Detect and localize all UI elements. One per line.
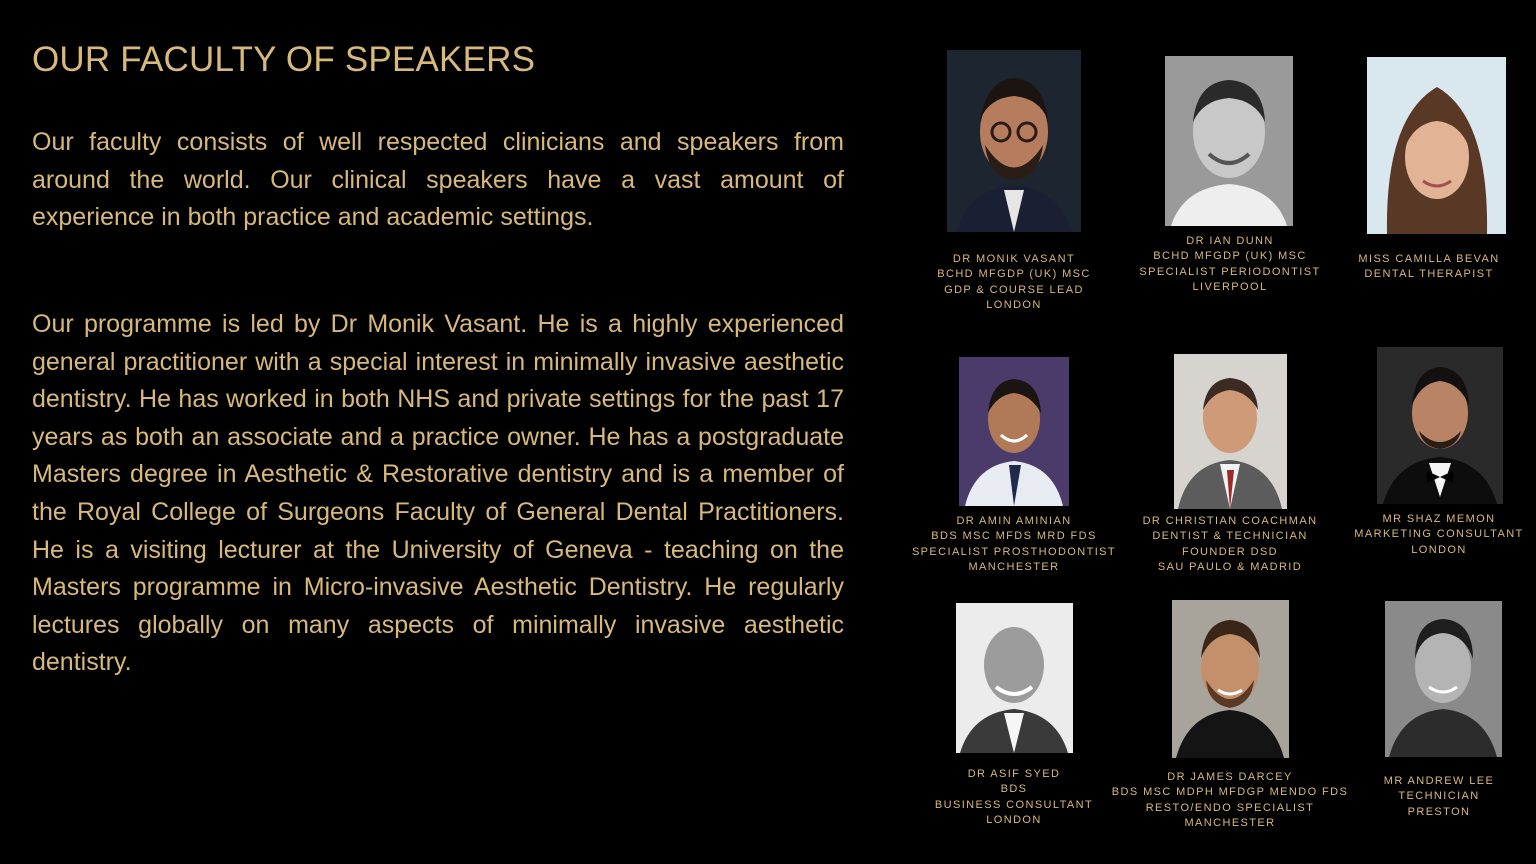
speaker-photo-james-darcey: [1172, 600, 1289, 758]
speaker-caption: DR ASIF SYED BDS BUSINESS CONSULTANT LONDON: [934, 768, 1094, 827]
speaker-caption: DR IAN DUNN BCHD MFGDP (UK) MSC SPECIALIST PERIODONTIST LIVERPOOL: [1139, 235, 1321, 294]
speaker-photo-christian-coachman: [1174, 354, 1287, 509]
speaker-photo-shaz-memon: [1377, 347, 1503, 504]
page-title: OUR FACULTY OF SPEAKERS: [32, 40, 536, 79]
speaker-photo-asif-syed: [956, 603, 1073, 753]
speaker-caption: MR SHAZ MEMON MARKETING CONSULTANT LONDON: [1354, 513, 1524, 556]
speaker-photo-monik-vasant: [947, 50, 1081, 232]
speaker-photo-amin-aminian: [959, 357, 1069, 506]
speaker-caption: DR CHRISTIAN COACHMAN DENTIST & TECHNICIAN FOUNDER DSD SAU PAULO & MADRID: [1142, 515, 1318, 574]
programme-lead-paragraph: Our programme is led by Dr Monik Vasant. He is a highly experienced general practitioner with a special interest in minimally invasive aesthetic dentistry. He has worked in both NHS and private settings for the past 17 years as both an associate and a practice owner. He has a postgraduate Masters degree in Aesthetic & Restorative dentistry and is a member of the Royal College of Surgeons Faculty of General Dental Practitioners. He is a visiting lecturer at the University of Geneva - teaching on the Masters programme in Micro-invasive Aesthetic Dentistry. He regularly lectures globally on many aspects of minimally invasive aesthetic dentistry.: [32, 310, 844, 677]
speaker-photo-camilla-bevan: [1367, 57, 1506, 234]
speaker-caption: MR ANDREW LEE TECHNICIAN PRESTON: [1383, 775, 1495, 818]
speaker-caption: DR MONIK VASANT BCHD MFGDP (UK) MSC GDP & COURSE LEAD LONDON: [937, 253, 1091, 312]
speaker-caption: DR JAMES DARCEY BDS MSC MDPH MFDGP MENDO FDS RESTO/ENDO SPECIALIST MANCHESTER: [1111, 771, 1349, 830]
speaker-caption: DR AMIN AMINIAN BDS MSC MFDS MRD FDS SPECIALIST PROSTHODONTIST MANCHESTER: [911, 515, 1117, 574]
speaker-photo-andrew-lee: [1385, 601, 1502, 757]
speaker-photo-ian-dunn: [1165, 56, 1293, 226]
speaker-caption: MISS CAMILLA BEVAN DENTAL THERAPIST: [1358, 253, 1500, 281]
faculty-intro-paragraph: Our faculty consists of well respected clinicians and speakers from around the world. Our clinical speakers have a vast amount of experience in both practice and academic settings.: [32, 128, 844, 232]
